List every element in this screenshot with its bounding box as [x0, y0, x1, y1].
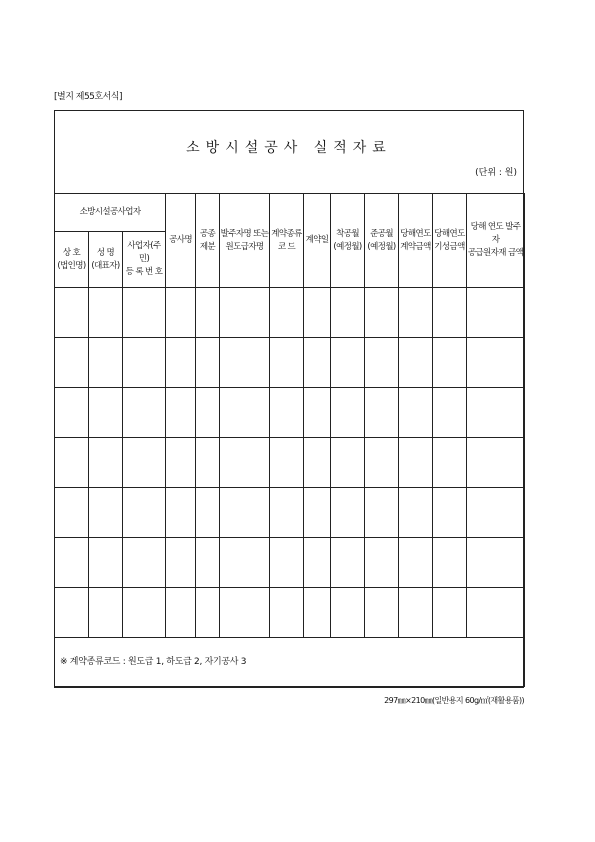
table-cell[interactable] [196, 488, 220, 538]
table-row [55, 538, 525, 588]
table-cell[interactable] [89, 288, 123, 338]
table-cell[interactable] [433, 338, 467, 388]
table-cell[interactable] [399, 588, 433, 638]
table-cell[interactable] [331, 488, 365, 538]
table-cell[interactable] [89, 338, 123, 388]
table-cell[interactable] [304, 488, 331, 538]
table-cell[interactable] [467, 388, 525, 438]
paper-spec: 297㎜×210㎜(일반용지 60g/㎡(재활용품)) [384, 696, 524, 705]
table-row [55, 288, 525, 338]
form-number: [별지 제55호서식] [54, 92, 122, 102]
table-cell[interactable] [365, 588, 399, 638]
table-cell[interactable] [467, 488, 525, 538]
table-cell[interactable] [399, 538, 433, 588]
table-cell[interactable] [196, 388, 220, 438]
table-cell[interactable] [331, 538, 365, 588]
table-cell[interactable] [270, 288, 304, 338]
table-cell[interactable] [220, 538, 270, 588]
header-representative: 성 명 (대표자) [89, 232, 123, 288]
table-cell[interactable] [365, 488, 399, 538]
header-completion-date: 준공월 (예정월) [365, 194, 399, 288]
table-cell[interactable] [399, 288, 433, 338]
table-cell[interactable] [166, 588, 196, 638]
header-year-contract-amount: 당해연도 계약금액 [399, 194, 433, 288]
table-cell[interactable] [123, 338, 166, 388]
header-project-name: 공사명 [166, 194, 196, 288]
table-cell[interactable] [166, 388, 196, 438]
table-row [55, 588, 525, 638]
contract-code-note: ※ 계약종류코드 : 원도급 1, 하도급 2, 자기공사 3 [55, 638, 525, 687]
table-cell[interactable] [166, 338, 196, 388]
header-company-name: 상 호 (법인명) [55, 232, 89, 288]
table-cell[interactable] [433, 588, 467, 638]
header-work-type: 공종 제분 [196, 194, 220, 288]
table-cell[interactable] [331, 338, 365, 388]
table-cell[interactable] [89, 538, 123, 588]
table-cell[interactable] [399, 438, 433, 488]
header-contract-code: 계약종류 코 드 [270, 194, 304, 288]
table-cell[interactable] [270, 338, 304, 388]
header-year-progress-amount: 당해연도 기성금액 [433, 194, 467, 288]
table-cell[interactable] [220, 388, 270, 438]
records-table [54, 193, 525, 687]
table-cell[interactable] [123, 588, 166, 638]
form-title: 소방시설공사 실적자료 [186, 140, 392, 156]
table-cell[interactable] [55, 388, 89, 438]
table-cell[interactable] [220, 588, 270, 638]
table-cell[interactable] [331, 388, 365, 438]
table-cell[interactable] [123, 488, 166, 538]
table-cell[interactable] [89, 388, 123, 438]
table-cell[interactable] [304, 588, 331, 638]
table-cell[interactable] [365, 338, 399, 388]
header-client-material-amount: 당해 연도 발주자 공급원자재 금액 [467, 194, 525, 288]
table-cell[interactable] [89, 488, 123, 538]
table-cell[interactable] [365, 288, 399, 338]
table-row [55, 338, 525, 388]
table-cell[interactable] [270, 588, 304, 638]
table-row [55, 438, 525, 488]
table-cell[interactable] [365, 388, 399, 438]
table-cell[interactable] [433, 438, 467, 488]
table-cell[interactable] [270, 538, 304, 588]
table-cell[interactable] [55, 288, 89, 338]
table-cell[interactable] [331, 438, 365, 488]
table-cell[interactable] [270, 488, 304, 538]
table-cell[interactable] [166, 538, 196, 588]
table-cell[interactable] [304, 538, 331, 588]
header-start-date: 착공월 (예정월) [331, 194, 365, 288]
header-client-name: 발주자명 또는 원도급자명 [220, 194, 270, 288]
table-cell[interactable] [365, 438, 399, 488]
header-contract-date: 계약일 [304, 194, 331, 288]
table-cell[interactable] [270, 438, 304, 488]
table-cell[interactable] [270, 388, 304, 438]
table-cell[interactable] [55, 488, 89, 538]
table-row [55, 388, 525, 438]
table-cell[interactable] [55, 538, 89, 588]
table-cell[interactable] [123, 288, 166, 338]
table-cell[interactable] [365, 538, 399, 588]
table-cell[interactable] [304, 388, 331, 438]
table-cell[interactable] [399, 338, 433, 388]
table-cell[interactable] [433, 488, 467, 538]
table-cell[interactable] [196, 588, 220, 638]
table-cell[interactable] [433, 538, 467, 588]
table-cell[interactable] [89, 588, 123, 638]
table-cell[interactable] [399, 388, 433, 438]
form-frame [54, 110, 524, 688]
table-cell[interactable] [55, 338, 89, 388]
table-cell[interactable] [166, 288, 196, 338]
table-cell[interactable] [220, 438, 270, 488]
table-cell[interactable] [433, 388, 467, 438]
table-cell[interactable] [123, 388, 166, 438]
table-cell[interactable] [123, 538, 166, 588]
table-cell[interactable] [55, 438, 89, 488]
table-cell[interactable] [166, 438, 196, 488]
table-cell[interactable] [467, 438, 525, 488]
table-cell[interactable] [196, 538, 220, 588]
table-cell[interactable] [331, 288, 365, 338]
table-cell[interactable] [196, 288, 220, 338]
table-cell[interactable] [467, 288, 525, 338]
unit-label: (단위 : 원) [475, 168, 517, 178]
table-cell[interactable] [304, 288, 331, 338]
table-cell[interactable] [467, 338, 525, 388]
header-registration-no: 사업자(주민) 등 록 번 호 [123, 232, 166, 288]
table-cell[interactable] [331, 588, 365, 638]
table-cell[interactable] [467, 588, 525, 638]
header-contractor-group: 소방시설공사업자 [55, 194, 166, 232]
table-cell[interactable] [220, 488, 270, 538]
table-cell[interactable] [220, 288, 270, 338]
table-cell[interactable] [196, 338, 220, 388]
table-cell[interactable] [89, 438, 123, 488]
table-cell[interactable] [123, 438, 166, 488]
table-cell[interactable] [220, 338, 270, 388]
table-cell[interactable] [304, 438, 331, 488]
table-cell[interactable] [196, 438, 220, 488]
table-cell[interactable] [304, 338, 331, 388]
table-cell[interactable] [433, 288, 467, 338]
table-cell[interactable] [166, 488, 196, 538]
table-cell[interactable] [399, 488, 433, 538]
table-cell[interactable] [55, 588, 89, 638]
table-row [55, 488, 525, 538]
table-cell[interactable] [467, 538, 525, 588]
